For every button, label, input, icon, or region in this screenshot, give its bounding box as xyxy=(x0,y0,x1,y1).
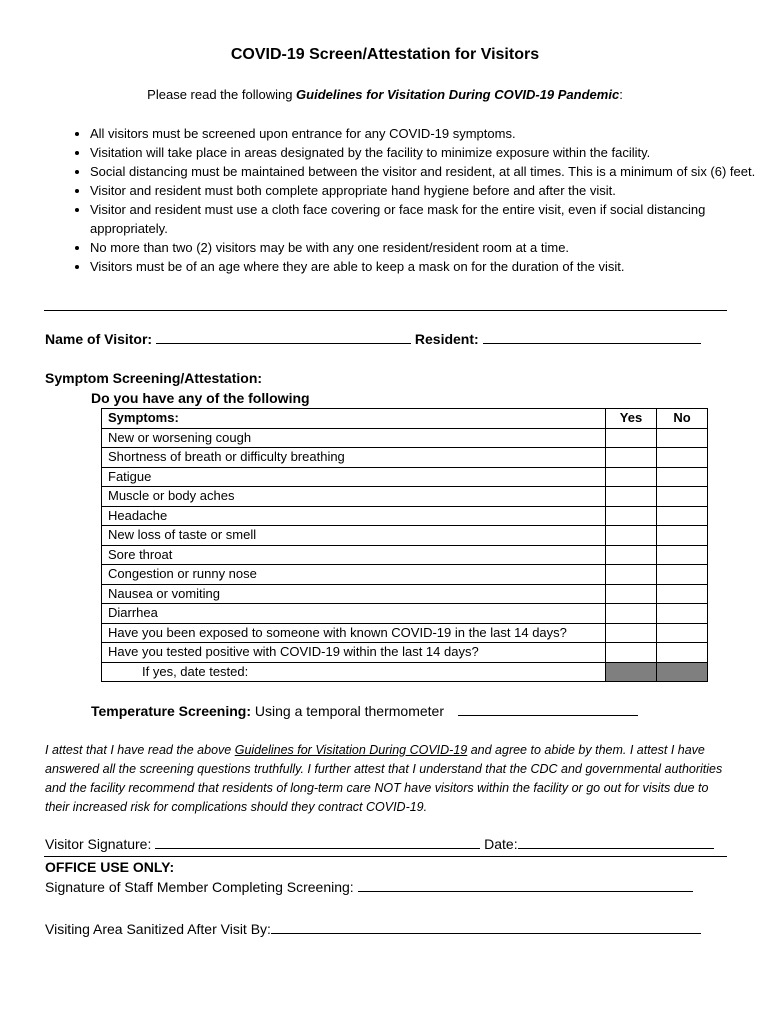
yes-checkbox-cell[interactable] xyxy=(606,584,657,604)
symptoms-table xyxy=(101,408,708,682)
guideline-item: • No more than two (2) visitors may be with any one resident/resident room at a time. xyxy=(90,238,765,257)
symptom-label: Sore throat xyxy=(102,545,606,565)
guideline-item: • Visitation will take place in areas designated by the facility to minimize exposure within the facility. xyxy=(90,143,765,162)
table-row xyxy=(102,487,708,507)
attestation-part2: and agree to abide by them. I attest I have answered all the screening questions truthfully. I further attest that I understand that the CDC and governmental authorities and the facility recommend that residents of long-term care NOT have visitors within the facility or go out for visits due to their increased risk for complications should they contract COVID-19. xyxy=(45,743,723,814)
yes-checkbox-cell[interactable] xyxy=(606,506,657,526)
table-row xyxy=(102,643,708,663)
visitor-signature-label: Visitor Signature: xyxy=(45,836,152,852)
guideline-item: • Social distancing must be maintained between the visitor and resident, at all times. This is a minimum of six (6) feet. xyxy=(90,162,765,181)
temperature-label: Temperature Screening: xyxy=(91,703,252,719)
yes-checkbox-cell[interactable] xyxy=(606,428,657,448)
symptom-label: Nausea or vomiting xyxy=(102,584,606,604)
table-row xyxy=(102,467,708,487)
table-row xyxy=(102,565,708,585)
symptom-label: Muscle or body aches xyxy=(102,487,606,507)
visitor-resident-row xyxy=(45,331,735,347)
table-row xyxy=(102,545,708,565)
symptoms-column-header: Symptoms: xyxy=(102,409,606,429)
staff-signature-field[interactable] xyxy=(358,879,693,892)
guidelines-list xyxy=(50,124,765,276)
no-checkbox-cell[interactable] xyxy=(657,526,708,546)
intro-text xyxy=(0,87,770,102)
office-use-heading: OFFICE USE ONLY: xyxy=(45,859,175,875)
symptom-label: Congestion or runny nose xyxy=(102,565,606,585)
staff-signature-row xyxy=(45,879,693,895)
no-checkbox-cell[interactable] xyxy=(657,428,708,448)
symptom-label: Have you tested positive with COVID-19 within the last 14 days? xyxy=(102,643,606,663)
table-row xyxy=(102,448,708,468)
date-field[interactable] xyxy=(518,836,714,849)
guideline-item: • Visitors must be of an age where they are able to keep a mask on for the duration of the visit. xyxy=(90,257,765,276)
table-header-row xyxy=(102,409,708,429)
sanitized-by-field[interactable] xyxy=(271,921,701,934)
divider xyxy=(44,310,727,311)
resident-name-field[interactable] xyxy=(483,331,701,344)
no-checkbox-cell[interactable] xyxy=(657,506,708,526)
no-checkbox-cell[interactable] xyxy=(657,545,708,565)
no-checkbox-cell[interactable] xyxy=(657,604,708,624)
table-row xyxy=(102,623,708,643)
symptom-label: New loss of taste or smell xyxy=(102,526,606,546)
divider xyxy=(44,856,727,857)
guideline-item: • Visitor and resident must use a cloth face covering or face mask for the entire visit, even if social distancing appropriately. xyxy=(90,200,765,238)
yes-checkbox-cell[interactable] xyxy=(606,487,657,507)
guideline-item: • All visitors must be screened upon entrance for any COVID-19 symptoms. xyxy=(90,124,765,143)
attestation-part1: I attest that I have read the above xyxy=(45,743,235,757)
temperature-field[interactable] xyxy=(458,703,638,716)
symptom-label: Diarrhea xyxy=(102,604,606,624)
staff-signature-label: Signature of Staff Member Completing Screening: xyxy=(45,879,354,895)
table-row xyxy=(102,604,708,624)
temperature-screening xyxy=(91,703,638,719)
symptom-label: New or worsening cough xyxy=(102,428,606,448)
yes-checkbox-cell[interactable] xyxy=(606,643,657,663)
visitor-name-label: Name of Visitor: xyxy=(45,331,153,347)
date-tested-row xyxy=(102,662,708,682)
date-label: Date: xyxy=(484,836,518,852)
attestation-guidelines-link: Guidelines for Visitation During COVID-19 xyxy=(234,743,468,757)
visitor-name-field[interactable] xyxy=(156,331,411,344)
intro-emphasis: Guidelines for Visitation During COVID-19 Pandemic xyxy=(296,87,620,102)
shaded-cell xyxy=(657,662,708,682)
no-checkbox-cell[interactable] xyxy=(657,623,708,643)
page-title: COVID-19 Screen/Attestation for Visitors xyxy=(230,46,540,63)
screening-heading: Symptom Screening/Attestation: xyxy=(45,370,263,386)
table-row xyxy=(102,584,708,604)
yes-checkbox-cell[interactable] xyxy=(606,526,657,546)
no-checkbox-cell[interactable] xyxy=(657,643,708,663)
yes-checkbox-cell[interactable] xyxy=(606,604,657,624)
screening-subheading: Do you have any of the following xyxy=(91,390,310,406)
intro-prefix: Please read the following xyxy=(147,87,297,102)
symptom-label: Shortness of breath or difficulty breathing xyxy=(102,448,606,468)
symptom-label: Have you been exposed to someone with known COVID-19 in the last 14 days? xyxy=(102,623,606,643)
no-checkbox-cell[interactable] xyxy=(657,487,708,507)
yes-column-header: Yes xyxy=(606,409,657,429)
yes-checkbox-cell[interactable] xyxy=(606,448,657,468)
yes-checkbox-cell[interactable] xyxy=(606,545,657,565)
yes-checkbox-cell[interactable] xyxy=(606,467,657,487)
symptom-label: Fatigue xyxy=(102,467,606,487)
yes-checkbox-cell[interactable] xyxy=(606,623,657,643)
table-row xyxy=(102,506,708,526)
shaded-cell xyxy=(606,662,657,682)
no-checkbox-cell[interactable] xyxy=(657,565,708,585)
sanitized-label: Visiting Area Sanitized After Visit By: xyxy=(45,921,271,937)
attestation-paragraph xyxy=(45,741,735,817)
yes-checkbox-cell[interactable] xyxy=(606,565,657,585)
no-column-header: No xyxy=(657,409,708,429)
no-checkbox-cell[interactable] xyxy=(657,467,708,487)
intro-suffix: : xyxy=(619,87,623,102)
temperature-text: Using a temporal thermometer xyxy=(251,703,444,719)
sanitized-row xyxy=(45,921,701,937)
symptom-label: Headache xyxy=(102,506,606,526)
no-checkbox-cell[interactable] xyxy=(657,584,708,604)
table-row xyxy=(102,526,708,546)
date-tested-field[interactable]: If yes, date tested: xyxy=(102,662,606,682)
no-checkbox-cell[interactable] xyxy=(657,448,708,468)
visitor-signature-row xyxy=(45,836,714,852)
table-row xyxy=(102,428,708,448)
guideline-item: • Visitor and resident must both complete appropriate hand hygiene before and after the visit. xyxy=(90,181,765,200)
visitor-signature-field[interactable] xyxy=(155,836,480,849)
resident-label: Resident: xyxy=(414,331,479,347)
